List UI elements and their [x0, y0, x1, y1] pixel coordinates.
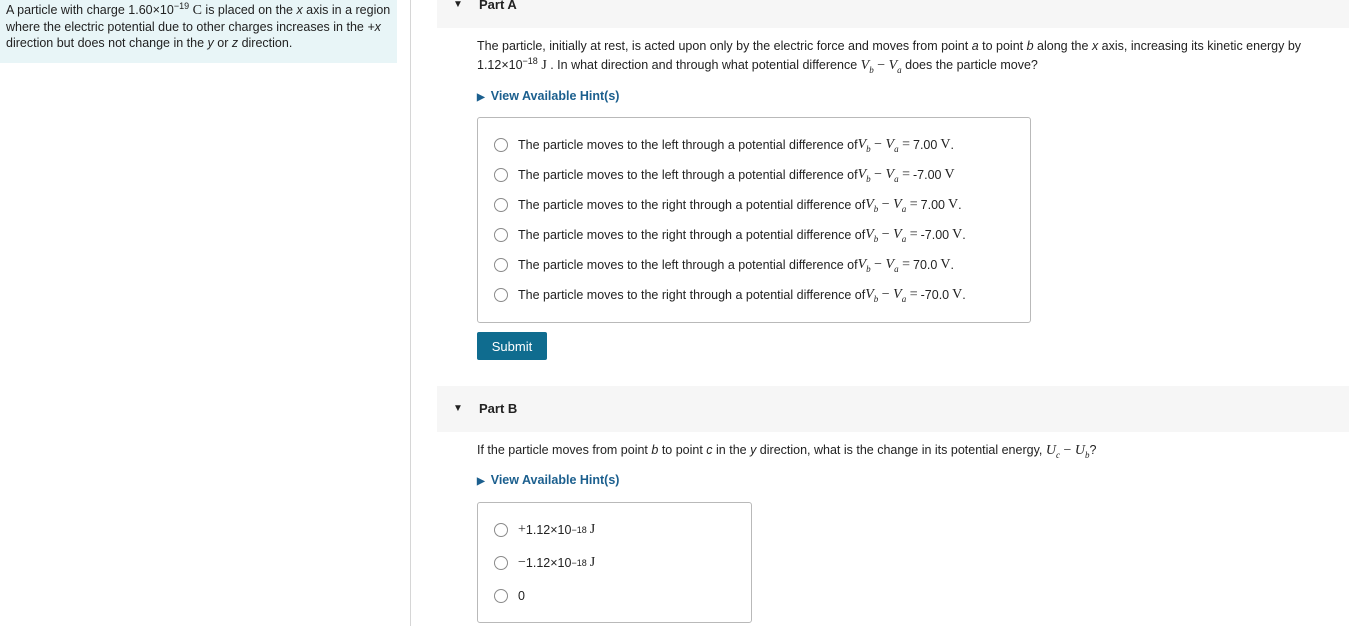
part-b-question: If the particle moves from point b to point c in the y direction, what is the change in its potential energy, $U_c - U_b$?: [477, 443, 1097, 460]
part-a-answer-box: [477, 117, 1031, 323]
part-a-option[interactable]: The particle moves to the right through a potential difference of $V_b - V_a$ = 7.00 V .: [494, 195, 962, 215]
part-a-title: Part A: [479, 0, 517, 12]
column-divider: [410, 0, 411, 626]
problem-statement: A particle with charge $1.60\times 10^{-19}$ C is placed on the x axis in a region where the electric potential due to other charges increases in the +x direction but does not change in the y or z direction.: [0, 0, 397, 63]
radio-button[interactable]: [494, 168, 508, 182]
radio-button[interactable]: [494, 258, 508, 272]
caret-right-icon: ▶: [477, 476, 485, 487]
part-a-option[interactable]: The particle moves to the left through a potential difference of $V_b - V_a$ = -7.00 V: [494, 165, 955, 185]
part-b-title: Part B: [479, 401, 518, 416]
part-a-hint-link[interactable]: ▶ View Available Hint(s): [477, 89, 620, 103]
radio-button[interactable]: [494, 228, 508, 242]
part-b-answer-box: [477, 502, 752, 623]
radio-button[interactable]: [494, 523, 508, 537]
part-a-option[interactable]: The particle moves to the right through a potential difference of $V_b - V_a$ = -7.00 V .: [494, 225, 966, 245]
part-a-header[interactable]: [437, 0, 1349, 28]
part-b-option[interactable]: 0: [494, 586, 528, 606]
radio-button[interactable]: [494, 589, 508, 603]
submit-button[interactable]: Submit: [477, 332, 547, 360]
collapse-triangle-icon[interactable]: ▼: [453, 0, 463, 10]
caret-right-icon: ▶: [477, 92, 485, 103]
radio-button[interactable]: [494, 288, 508, 302]
radio-button[interactable]: [494, 198, 508, 212]
collapse-triangle-icon[interactable]: ▼: [453, 403, 463, 414]
part-a-option[interactable]: The particle moves to the left through a potential difference of $V_b - V_a$ = 7.00 V .: [494, 135, 954, 155]
potential-energy-expr: $U_c - U_b$: [1045, 443, 1090, 460]
part-b-option[interactable]: + 1.12×10 −18 J: [494, 520, 595, 540]
radio-button[interactable]: [494, 138, 508, 152]
part-b-header[interactable]: [437, 386, 1349, 432]
part-b-option[interactable]: − 1.12×10 −18 J: [494, 553, 595, 573]
part-a-option[interactable]: The particle moves to the right through a potential difference of $V_b - V_a$ = -70.0 V .: [494, 285, 966, 305]
part-b-hint-link[interactable]: ▶ View Available Hint(s): [477, 473, 620, 487]
part-a-question: The particle, initially at rest, is acted upon only by the electric force and moves from point a to point b along the x axis, increasing its kinetic energy by $1.12\times 10^{-18}$ J . In what direction and through what potential difference $V_b - V_a$ does the particle move?: [477, 39, 1302, 75]
potential-difference-expr: $V_b - V_a$: [860, 58, 902, 75]
radio-button[interactable]: [494, 556, 508, 570]
part-a-option[interactable]: The particle moves to the left through a potential difference of $V_b - V_a$ = 70.0 V .: [494, 255, 954, 275]
